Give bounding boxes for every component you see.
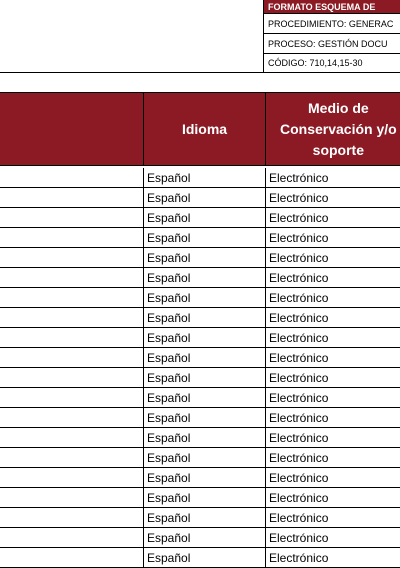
cell-medio-conservacion[interactable]: Electrónico	[265, 428, 400, 447]
cell-medio-conservacion[interactable]: Electrónico	[265, 288, 400, 307]
cell-idioma[interactable]: Español	[143, 488, 265, 507]
cell-medio-conservacion[interactable]: Electrónico	[265, 268, 400, 287]
table-row[interactable]	[0, 308, 400, 328]
table-row[interactable]	[0, 448, 400, 468]
table-row[interactable]	[0, 468, 400, 488]
cell-medio-conservacion[interactable]: Electrónico	[265, 188, 400, 207]
cell-idioma[interactable]: Español	[143, 548, 265, 567]
column-header-idioma[interactable]: Idioma	[143, 93, 265, 165]
table-row[interactable]	[0, 548, 400, 568]
cell-idioma[interactable]: Español	[143, 408, 265, 427]
table-row[interactable]	[0, 208, 400, 228]
header-divider	[0, 72, 400, 73]
cell-medio-conservacion[interactable]: Electrónico	[265, 368, 400, 387]
cell-idioma[interactable]: Español	[143, 368, 265, 387]
table-row[interactable]	[0, 488, 400, 508]
cell-medio-conservacion[interactable]: Electrónico	[265, 348, 400, 367]
table-row[interactable]	[0, 328, 400, 348]
cell-medio-conservacion[interactable]: Electrónico	[265, 228, 400, 247]
cell-idioma[interactable]: Español	[143, 508, 265, 527]
column-header-medio-conservacion[interactable]: Medio de Conservación y/o soporte	[265, 93, 400, 165]
table-row[interactable]	[0, 428, 400, 448]
code-label: CÓDIGO: 710,14,15-30	[264, 54, 400, 73]
table-row[interactable]	[0, 508, 400, 528]
table-body	[0, 168, 400, 568]
cell-idioma[interactable]: Español	[143, 468, 265, 487]
cell-medio-conservacion[interactable]: Electrónico	[265, 208, 400, 227]
cell-idioma[interactable]: Español	[143, 448, 265, 467]
cell-idioma[interactable]: Español	[143, 528, 265, 547]
cell-idioma[interactable]: Español	[143, 268, 265, 287]
cell-idioma[interactable]: Español	[143, 348, 265, 367]
cell-idioma[interactable]: Español	[143, 428, 265, 447]
cell-medio-conservacion[interactable]: Electrónico	[265, 548, 400, 567]
cell-medio-conservacion[interactable]: Electrónico	[265, 508, 400, 527]
cell-idioma[interactable]: Español	[143, 168, 265, 187]
table-row[interactable]	[0, 168, 400, 188]
cell-medio-conservacion[interactable]: Electrónico	[265, 328, 400, 347]
cell-medio-conservacion[interactable]: Electrónico	[265, 468, 400, 487]
cell-idioma[interactable]: Español	[143, 208, 265, 227]
table-row[interactable]	[0, 348, 400, 368]
table-row[interactable]	[0, 228, 400, 248]
cell-medio-conservacion[interactable]: Electrónico	[265, 248, 400, 267]
cell-idioma[interactable]: Español	[143, 228, 265, 247]
cell-medio-conservacion[interactable]: Electrónico	[265, 308, 400, 327]
cell-idioma[interactable]: Español	[143, 248, 265, 267]
cell-idioma[interactable]: Español	[143, 288, 265, 307]
format-title: FORMATO ESQUEMA DE	[264, 0, 400, 14]
table-row[interactable]	[0, 248, 400, 268]
cell-medio-conservacion[interactable]: Electrónico	[265, 528, 400, 547]
table-row[interactable]	[0, 528, 400, 548]
table-row[interactable]	[0, 288, 400, 308]
cell-idioma[interactable]: Español	[143, 328, 265, 347]
cell-medio-conservacion[interactable]: Electrónico	[265, 448, 400, 467]
table-row[interactable]	[0, 268, 400, 288]
cell-medio-conservacion[interactable]: Electrónico	[265, 408, 400, 427]
cell-medio-conservacion[interactable]: Electrónico	[265, 488, 400, 507]
cell-idioma[interactable]: Español	[143, 388, 265, 407]
document-info-box	[263, 0, 400, 73]
table-row[interactable]	[0, 368, 400, 388]
process-label: PROCESO: GESTIÓN DOCU	[264, 34, 400, 54]
cell-idioma[interactable]: Español	[143, 308, 265, 327]
procedure-label: PROCEDIMIENTO: GENERAC	[264, 14, 400, 34]
table-row[interactable]	[0, 408, 400, 428]
table-row[interactable]	[0, 388, 400, 408]
table-header	[0, 92, 400, 166]
cell-medio-conservacion[interactable]: Electrónico	[265, 168, 400, 187]
table-row[interactable]	[0, 188, 400, 208]
cell-idioma[interactable]: Español	[143, 188, 265, 207]
cell-medio-conservacion[interactable]: Electrónico	[265, 388, 400, 407]
